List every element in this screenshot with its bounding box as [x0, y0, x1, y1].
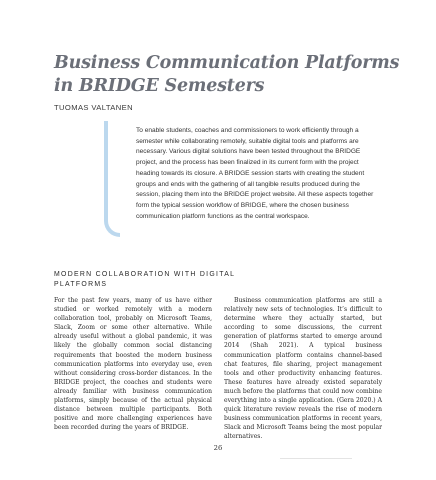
author-name: TUOMAS VALTANEN	[54, 103, 133, 112]
page-number: 26	[213, 444, 223, 452]
abstract-text: To enable students, coaches and commissioners to work efficiently through a semester while collaborating remotely, suitable digital tools and platforms are necessary. Various digital solutions have been tested throughout the BRIDGE project, and the process has been finalized in its current form with the project heading towards its closure. A BRIDGE session starts with creating the student groups and ends with the gathering of all tangible results produced during the session, placing them into the BRIDGE project website. All these aspects together form the typical session workflow of BRIDGE, where the chosen business communication platform functions as the central workspace.	[136, 127, 374, 220]
body-column-left	[54, 296, 212, 432]
section-heading: MODERN COLLABORATION WITH DIGITAL PLATFORMS	[54, 271, 235, 288]
body-paragraph: For the past few years, many of us have either studied or worked remotely with a modern collaboration tool, probably on Microsoft Teams, Slack, Zoom or some other alternative. While already useful without a global pandemic, it was likely the globally common social distancing requirements that boosted the modern business communication platforms into everyday use, even without considering cross-border distances. In the BRIDGE project, the coaches and students were already familiar with business communication platforms, simply because of the actual physical distance between multiple participants. Both positive and more challenging experiences have been recorded during the years of BRIDGE.	[54, 297, 212, 432]
article-title: Business Communication Platforms in BRIDGE Semesters	[54, 53, 400, 96]
body-column-right	[224, 296, 382, 442]
footer-divider	[280, 458, 352, 459]
body-paragraph: Business communication platforms are still a relatively new sets of technologies. It’s difficult to determine where they actually started, but according to some discussions, the current generation of platforms started to emerge around 2014 (Shah 2021). A typical business communication platform contains channel-based chat features, file sharing, project management tools and other productivity enhancing features. These features have already existed separately much before the platforms that could now combine everything into a single application. (Gera 2020.) A quick literature review reveals the rise of modern business communication platforms in recent years, Slack and Microsoft Teams being the most popular alternatives.	[224, 297, 382, 441]
abstract-accent-bracket	[104, 121, 120, 237]
